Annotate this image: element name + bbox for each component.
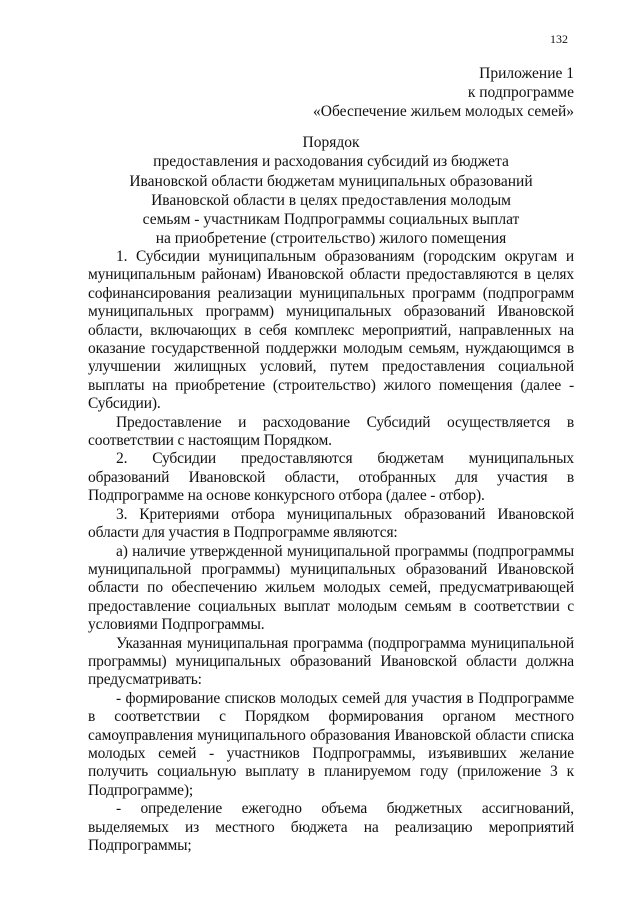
paragraph: Предоставление и расходование Субсидий осуществляется в соответствии с настоящим Порядком. xyxy=(88,413,574,450)
heading-line: семьям - участникам Подпрограммы социальных выплат xyxy=(142,211,520,229)
paragraph: - определение ежегодно объема бюджетных ассигнований, выделяемых из местного бюджета на реализацию мероприятий Подпрограммы; xyxy=(88,800,574,854)
appendix-reference xyxy=(313,64,574,121)
document-heading xyxy=(88,133,574,249)
paragraph: 1. Субсидии муниципальным образованиям (городским округам и муниципальным районам) Ивановской области предоставляются в целях софинансирования реализации муниципальных программ (подпрограмм муниципальных программ) муниципальных образований Ивановской области, включающих в себя комплекс мероприятий, направленных на оказание государственной поддержки молодым семьям, нуждающимся в улучшении жилищных условий, путем предоставления социальной выплаты на приобретение (строительство) жилого помещения (далее - Субсидии). xyxy=(88,248,574,413)
heading-line: Ивановской области бюджетам муниципальных образований xyxy=(129,172,533,190)
appendix-line: Приложение 1 xyxy=(479,65,574,82)
heading-line: на приобретение (строительство) жилого помещения xyxy=(155,230,507,248)
heading-line: Ивановской области в целях предоставления молодым xyxy=(151,191,511,209)
appendix-line: к подпрограмме xyxy=(467,84,574,101)
paragraph: - формирование списков молодых семей для участия в Подпрограмме в соответствии с Порядком формирования органом местного самоуправления муниципального образования Ивановской области списка молодых семей - участников Подпрограммы, изъявивших желание получить социальную выплату в планируемом году (приложение 3 к Подпрограмме); xyxy=(88,689,574,799)
document-body xyxy=(88,248,574,855)
page-number: 132 xyxy=(550,32,568,46)
appendix-line: «Обеспечение жильем молодых семей» xyxy=(313,103,574,120)
paragraph: а) наличие утвержденной муниципальной программы (подпрограммы муниципальной программы) муниципальных образований Ивановской области по обеспечению жильем молодых семей, предусматривающей предоставление социальных выплат молодым семьям в соответствии с условиями Подпрограммы. xyxy=(88,542,574,634)
paragraph: 2. Субсидии предоставляются бюджетам муниципальных образований Ивановской области, отобранных для участия в Подпрограмме на основе конкурсного отбора (далее - отбор). xyxy=(88,450,574,505)
heading-line: предоставления и расходования субсидий из бюджета xyxy=(153,153,509,171)
paragraph: 3. Критериями отбора муниципальных образований Ивановской области для участия в Подпрограмме являются: xyxy=(88,505,574,542)
paragraph: Указанная муниципальная программа (подпрограмма муниципальной программы) муниципальных образований Ивановской области должна предусматривать: xyxy=(88,634,574,689)
heading-title: Порядок xyxy=(302,134,360,151)
